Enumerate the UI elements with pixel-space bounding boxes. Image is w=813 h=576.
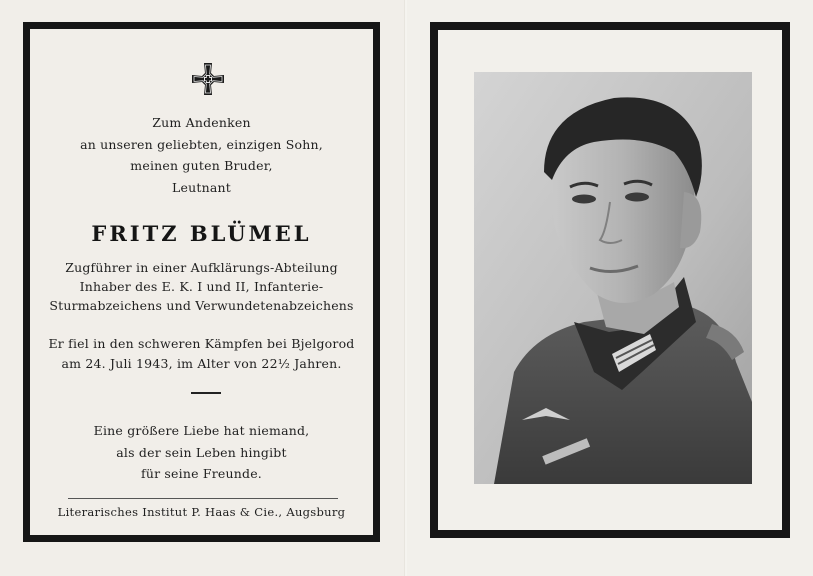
dedication-lines	[30, 112, 373, 198]
death-lines	[30, 334, 373, 374]
publisher-imprint: Literarisches Institut P. Haas & Cie., Augsburg	[57, 505, 346, 519]
verse-line: als der sein Leben hingibt	[116, 444, 287, 460]
verse-line: für seine Freunde.	[141, 466, 262, 481]
portrait-illustration	[474, 72, 752, 484]
service-lines	[30, 258, 373, 315]
deceased-name: FRITZ BLÜMEL	[91, 221, 312, 246]
bible-verse	[30, 420, 373, 485]
iron-cross-icon	[191, 62, 225, 96]
left-black-border	[23, 22, 380, 542]
portrait-photo	[474, 72, 752, 484]
death-line: am 24. Juli 1943, im Alter von 22½ Jahren.	[61, 356, 342, 371]
publisher-rule	[68, 498, 338, 499]
right-black-border	[430, 22, 790, 538]
verse-line: Eine größere Liebe hat niemand,	[93, 423, 310, 438]
service-line: Zugführer in einer Aufklärungs-Abteilung	[65, 260, 338, 275]
dedication-line: an unseren geliebten, einzigen Sohn,	[80, 136, 323, 152]
divider-dash	[191, 392, 221, 394]
dedication-line: Zum Andenken	[152, 115, 251, 130]
dedication-line: meinen guten Bruder,	[130, 158, 273, 173]
right-card-panel	[407, 0, 813, 576]
service-line: Inhaber des E. K. I und II, Infanterie-	[79, 279, 324, 294]
left-card-panel	[0, 0, 405, 576]
death-line: Er fiel in den schweren Kämpfen bei Bjelgorod	[48, 336, 355, 351]
service-line: Sturmabzeichens und Verwundetenabzeichens	[49, 298, 354, 313]
rank-line: Leutnant	[172, 179, 231, 195]
